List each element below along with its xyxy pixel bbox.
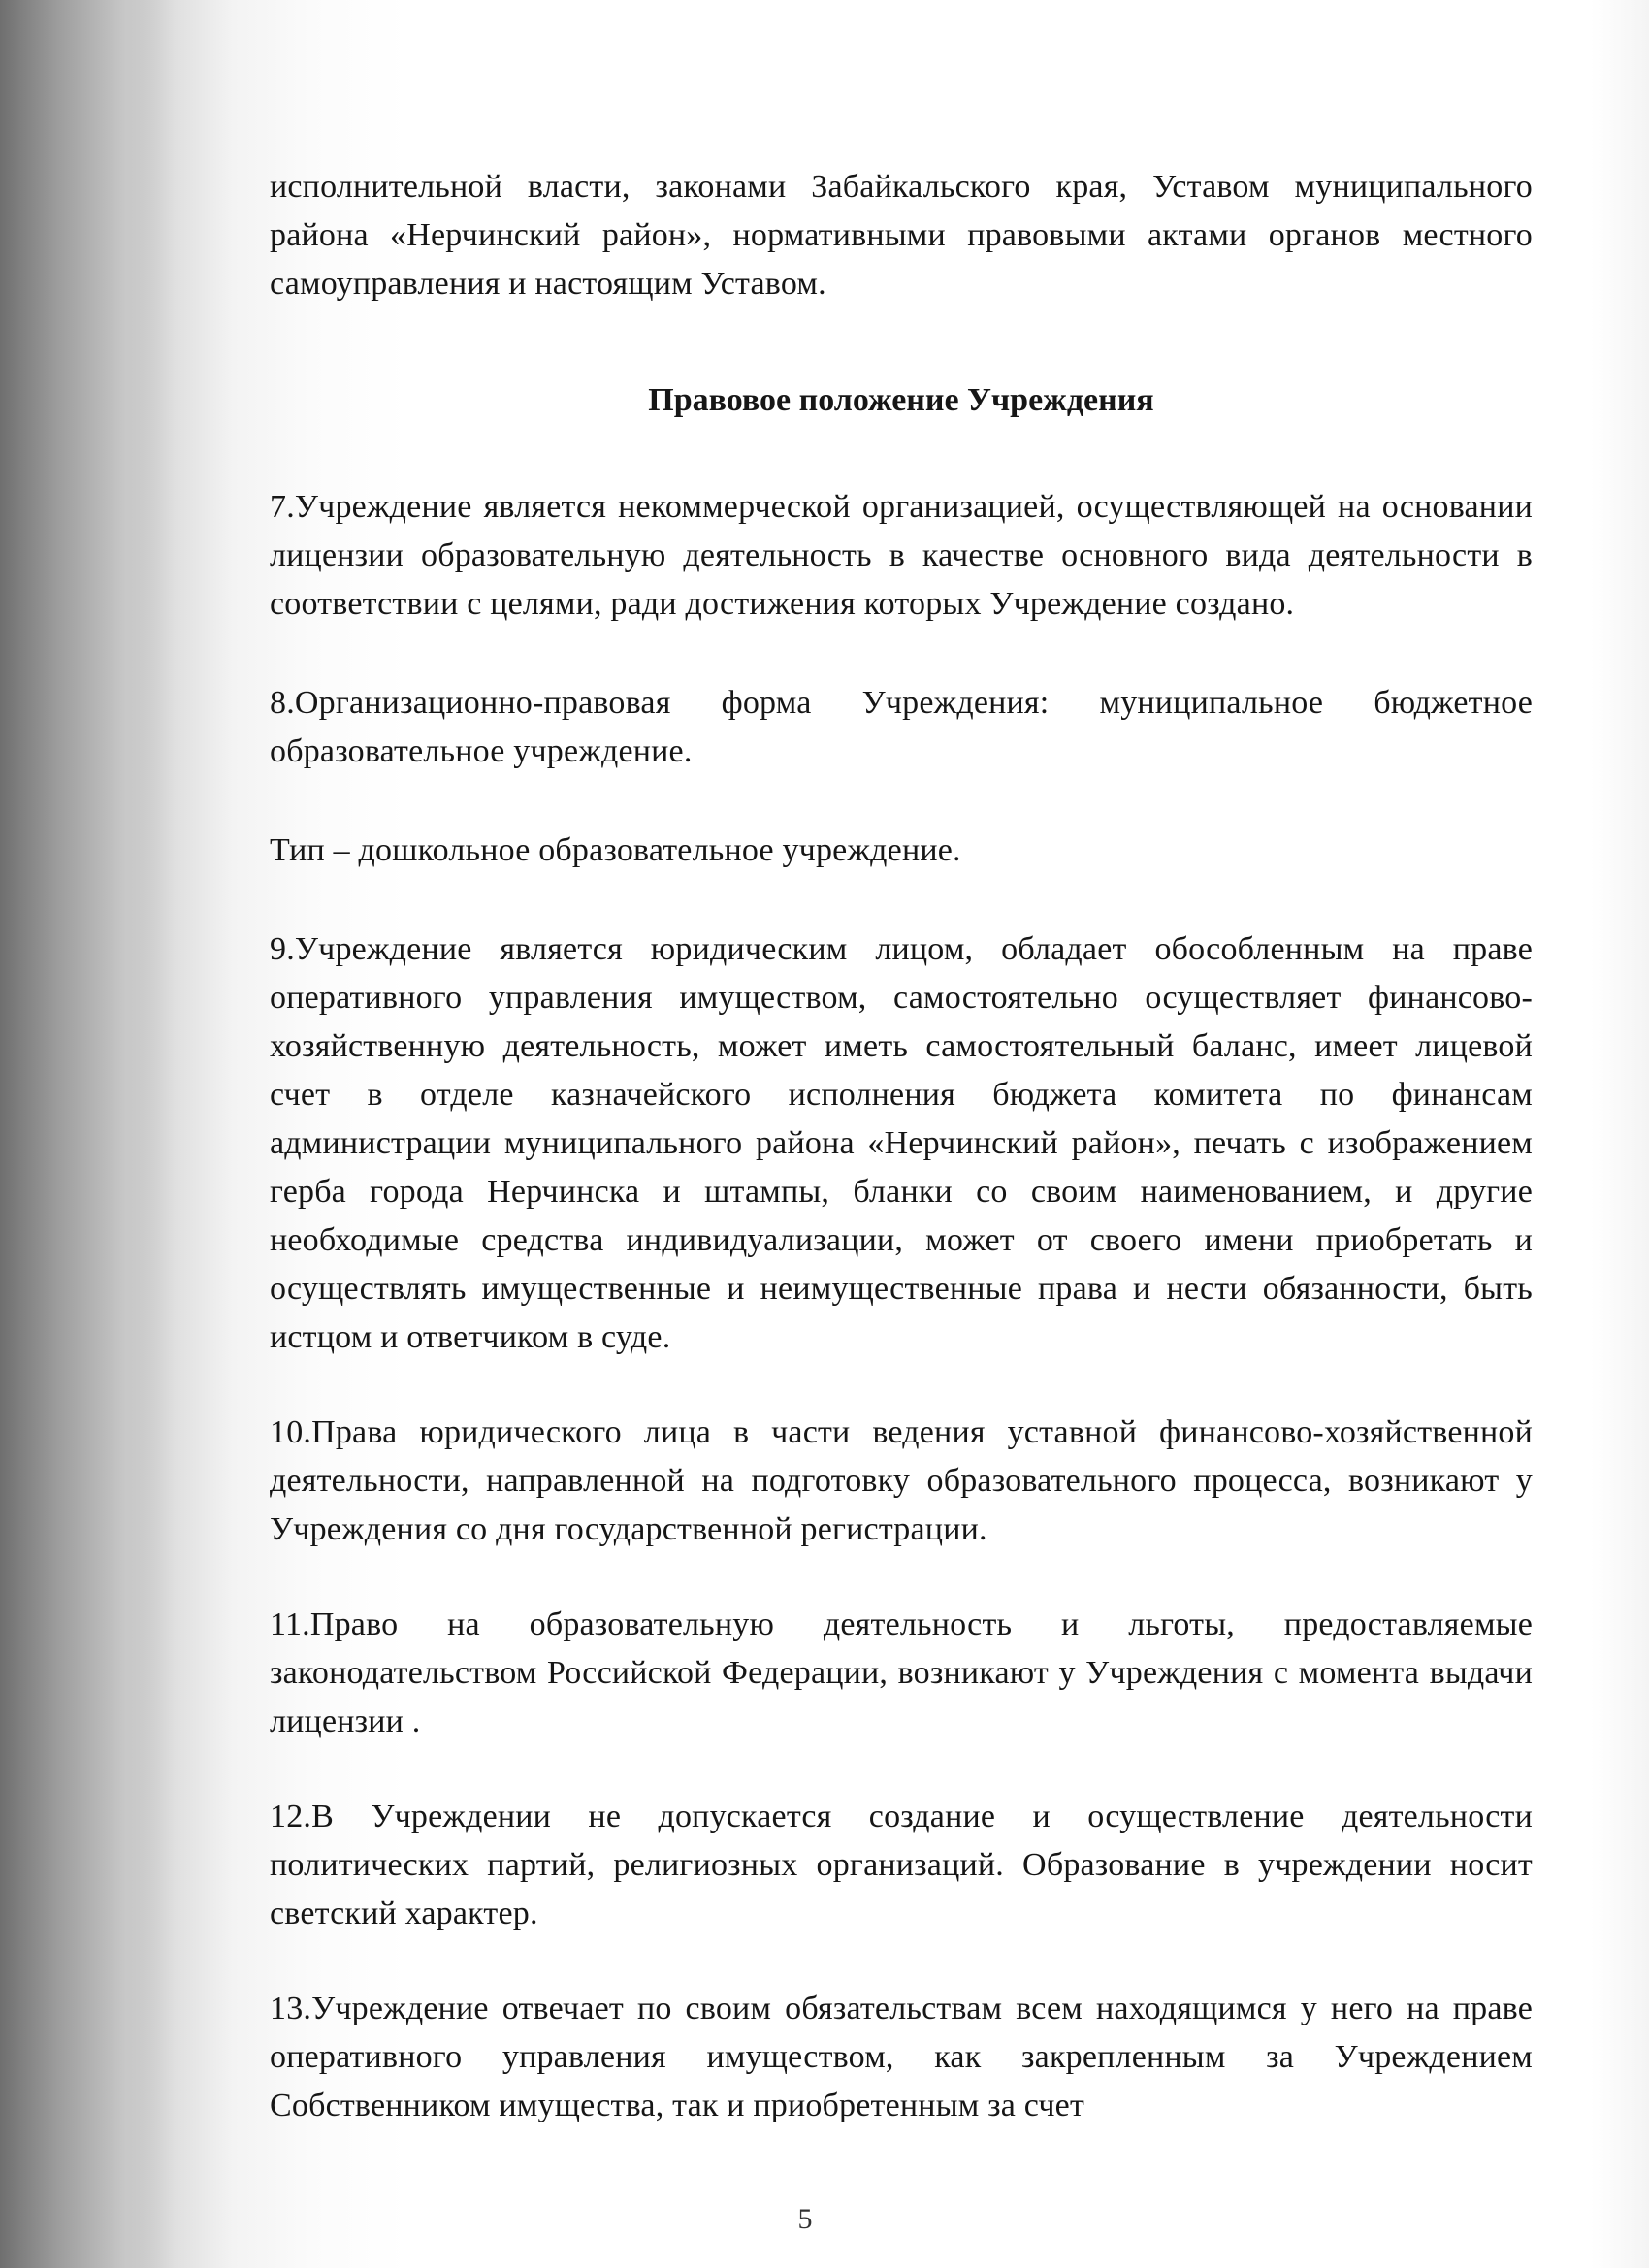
page-edge-shadow [0,0,175,2268]
paragraph-type: Тип – дошкольное образовательное учреждение. [270,832,961,868]
document-body [270,163,1533,2181]
section-heading: Правовое положение Учреждения [648,382,1154,418]
paragraph-13: 13.Учреждение отвечает по своим обязательствам всем находящимся у него на праве оперативного управления имуществом, как закрепленным за Учреждением Собственником имущества, так и приобретенным за счет [270,1991,1533,2123]
paragraph-12: 12.В Учреждении не допускается создание и осуществление деятельности политических партий, религиозных организаций. Образование в учреждении носит светский характер. [270,1798,1533,1931]
paragraph-10: 10.Права юридического лица в части ведения уставной финансово-хозяйственной деятельности, направленной на подготовку образовательного процесса, возникают у Учреждения со дня государственной регистрации. [270,1414,1533,1547]
paragraph-7: 7.Учреждение является некоммерческой организацией, осуществляющей на основании лицензии образовательную деятельность в качестве основного вида деятельности в соответствии с целями, ради достижения которых Учреждение создано. [270,489,1533,622]
paragraph-8: 8.Организационно-правовая форма Учреждения: муниципальное бюджетное образовательное учреждение. [270,685,1533,769]
page-number: 5 [797,2203,813,2235]
paragraph-9: 9.Учреждение является юридическим лицом, обладает обособленным на праве оперативного управления имуществом, самостоятельно осуществляет финансово-хозяйственную деятельность, может иметь самостоятельный баланс, имеет лицевой счет в отделе казначейского исполнения бюджета комитета по финансам администрации муниципального района «Нерчинский район», печать с изображением герба города Нерчинска и штампы, бланки со своим наименованием, и другие необходимые средства индивидуализации, может от своего имени приобретать и осуществлять имущественные и неимущественные права и нести обязанности, быть истцом и ответчиком в суде. [270,931,1533,1355]
paragraph-11: 11.Право на образовательную деятельность и льготы, предоставляемые законодательством Российской Федерации, возникают у Учреждения с момента выдачи лицензии . [270,1606,1533,1739]
intro-paragraph: исполнительной власти, законами Забайкальского края, Уставом муниципального района «Нерчинский район», нормативными правовыми актами органов местного самоуправления и настоящим Уставом. [270,169,1533,302]
